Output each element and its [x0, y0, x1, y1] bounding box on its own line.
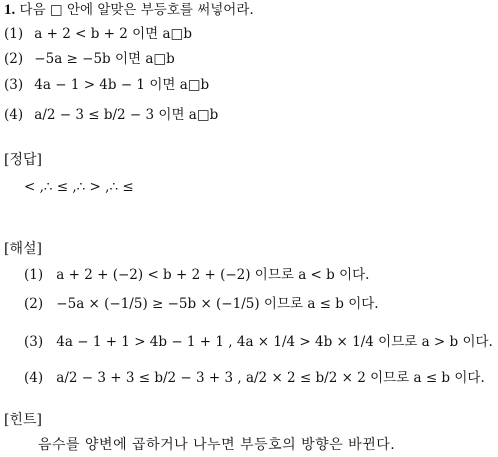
problem-item-2: [4, 50, 175, 68]
explanation-item-3: [24, 333, 493, 351]
problem-item-label: (4): [4, 107, 24, 123]
problem-number: 1.: [4, 2, 16, 18]
problem-item-1: [4, 25, 192, 43]
explanation-item-1: [24, 266, 369, 284]
explanation-item-label: (1): [24, 267, 44, 283]
problem-item-text: 4a − 1 > 4b − 1 이면 a□b: [34, 77, 210, 93]
problem-item-text: −5a ≥ −5b 이면 a□b: [34, 51, 175, 67]
problem-item-4: [4, 106, 218, 124]
explanation-item-text: a/2 − 3 + 3 ≤ b/2 − 3 + 3 , a/2 × 2 ≤ b/2 × 2 이므로 a ≤ b 이다.: [56, 370, 485, 386]
answer-heading: [정답]: [4, 152, 42, 168]
problem-header: [4, 1, 254, 19]
problem-item-label: (3): [4, 77, 24, 93]
explanation-item-label: (2): [24, 296, 44, 312]
explanation-item-4: [24, 369, 485, 387]
problem-item-3: [4, 76, 209, 94]
explanation-item-label: (4): [24, 370, 44, 386]
problem-item-text: a + 2 < b + 2 이면 a□b: [34, 26, 192, 42]
explanation-heading: [해설]: [4, 241, 42, 257]
problem-item-text: a/2 − 3 ≤ b/2 − 3 이면 a□b: [34, 107, 219, 123]
explanation-item-text: 4a − 1 + 1 > 4b − 1 + 1 , 4a × 1/4 > 4b × 1/4 이므로 a > b 이다.: [56, 334, 493, 350]
hint-heading: [힌트]: [4, 412, 42, 428]
hint-text: 음수를 양변에 곱하거나 나누면 부등호의 방향은 바뀐다.: [38, 437, 396, 453]
explanation-item-text: −5a × (−1/5) ≥ −5b × (−1/5) 이므로 a ≤ b 이다.: [56, 296, 379, 312]
answer-text: < ,∴ ≤ ,∴ > ,∴ ≤: [24, 179, 134, 195]
problem-item-label: (1): [4, 26, 24, 42]
explanation-item-text: a + 2 + (−2) < b + 2 + (−2) 이므로 a < b 이다.: [56, 267, 370, 283]
problem-item-label: (2): [4, 51, 24, 67]
problem-instruction: 다음 □ 안에 알맞은 부등호를 써넣어라.: [19, 2, 254, 18]
explanation-item-2: [24, 295, 379, 313]
explanation-item-label: (3): [24, 334, 44, 350]
